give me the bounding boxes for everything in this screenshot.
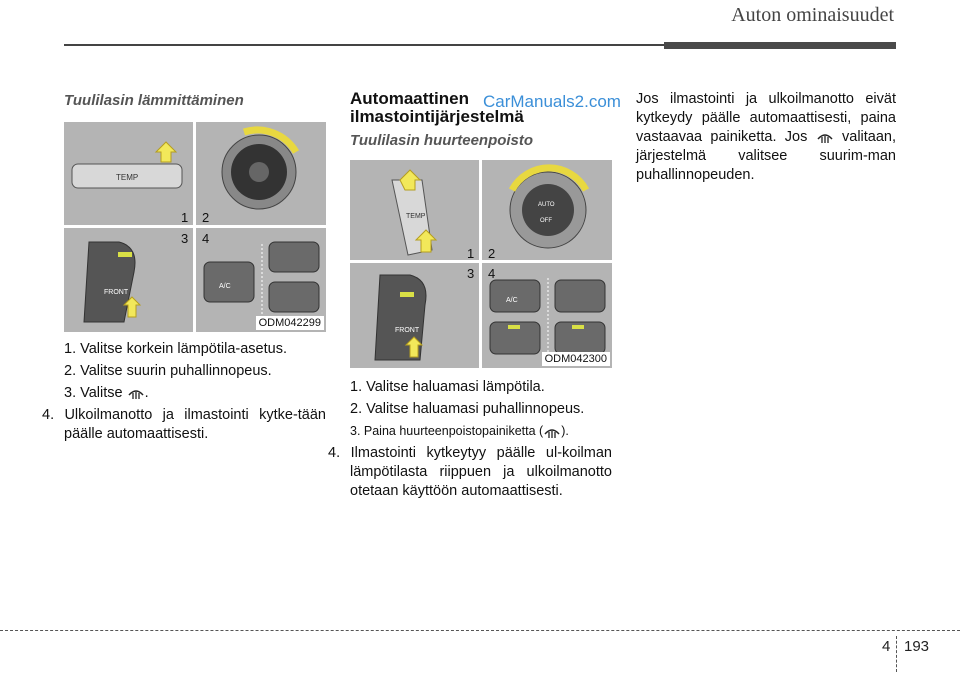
col1-step-3-suffix: .: [144, 385, 149, 401]
col2-step-1: 1. Valitse haluamasi lämpötila.: [350, 379, 545, 395]
temp-button-text: TEMP: [116, 173, 139, 182]
figure-label-2: 2: [202, 210, 210, 225]
footer-separator: [896, 636, 897, 672]
header-rule: [64, 44, 664, 46]
front-button-text: FRONT: [395, 327, 420, 334]
figure-code: ODM042299: [256, 316, 324, 330]
front-button-text: FRONT: [104, 289, 129, 296]
col1-steps: [42, 340, 326, 447]
temp-button-text: TEMP: [406, 213, 426, 220]
chapter-number: 4: [882, 638, 891, 655]
section-title: Auton ominaisuudet: [731, 4, 894, 26]
col2-step-3-suffix: ).: [561, 424, 569, 438]
col3-para-part2: valitaan, järjestelmä valitsee suurim-man puhallinnopeuden.: [636, 129, 897, 183]
col1-heading: Tuulilasin lämmittäminen: [64, 92, 244, 109]
ac-button-text: A/C: [219, 283, 231, 290]
page-number: 193: [904, 638, 930, 655]
col2-heading-line1: Automaattinen: [350, 89, 469, 108]
figure-label-3: 3: [467, 266, 475, 281]
col2-step-2: 2. Valitse haluamasi puhallinnopeus.: [350, 401, 585, 417]
col1-step-1: 1. Valitse korkein lämpötila-asetus.: [64, 341, 287, 357]
col1-step-4: 4. Ulkoilmanotto ja ilmastointi kytke-tään päälle automaattisesti.: [42, 407, 326, 442]
watermark: CarManuals2.com: [483, 92, 621, 111]
col2-step-3-text: 3. Paina huurteenpoistopainiketta (: [350, 424, 544, 438]
col1-step-2: 2. Valitse suurin puhallinnopeus.: [64, 363, 272, 379]
climate-panel-illustration: [350, 160, 612, 368]
col3-paragraph: [636, 90, 896, 185]
off-button-text: OFF: [540, 218, 552, 224]
header-bar: [664, 42, 896, 49]
figure-code: ODM042300: [542, 352, 610, 366]
figure-label-4: 4: [202, 231, 210, 246]
col1-step-3-text: 3. Valitse: [64, 385, 123, 401]
climate-panel-illustration: [64, 122, 326, 332]
footer-rule: [0, 630, 960, 631]
col1-step-3: [64, 384, 326, 403]
col2-step-3: [350, 422, 612, 441]
col2-subheading: Tuulilasin huurteenpoisto: [350, 132, 534, 149]
col3-para-part1: Jos ilmastointi ja ulkoilmanotto eivät kytkeydy päälle automaattisesti, paina vastaavaa painiketta. Jos: [636, 91, 896, 145]
defrost-icon: [543, 424, 561, 440]
figure-label-4: 4: [488, 266, 496, 281]
defrost-icon: [816, 129, 834, 145]
figure-windshield-defog: [350, 160, 612, 368]
figure-label-1: 1: [467, 246, 475, 261]
figure-label-2: 2: [488, 246, 496, 261]
col2-steps: [328, 378, 612, 504]
defrost-icon: [127, 385, 145, 401]
auto-button-text: AUTO: [538, 202, 555, 208]
ac-button-text: A/C: [506, 297, 518, 304]
figure-label-1: 1: [181, 210, 189, 225]
figure-label-3: 3: [181, 231, 189, 246]
col2-heading-line2: ilmastointijärjestelmä: [350, 107, 524, 126]
figure-windshield-heating: [64, 122, 326, 332]
col2-step-4: 4. Ilmastointi kytkeytyy päälle ul-koilman lämpötilasta riippuen ja ulkoilmanotto otetaan käyttöön automaattisesti.: [328, 445, 612, 499]
